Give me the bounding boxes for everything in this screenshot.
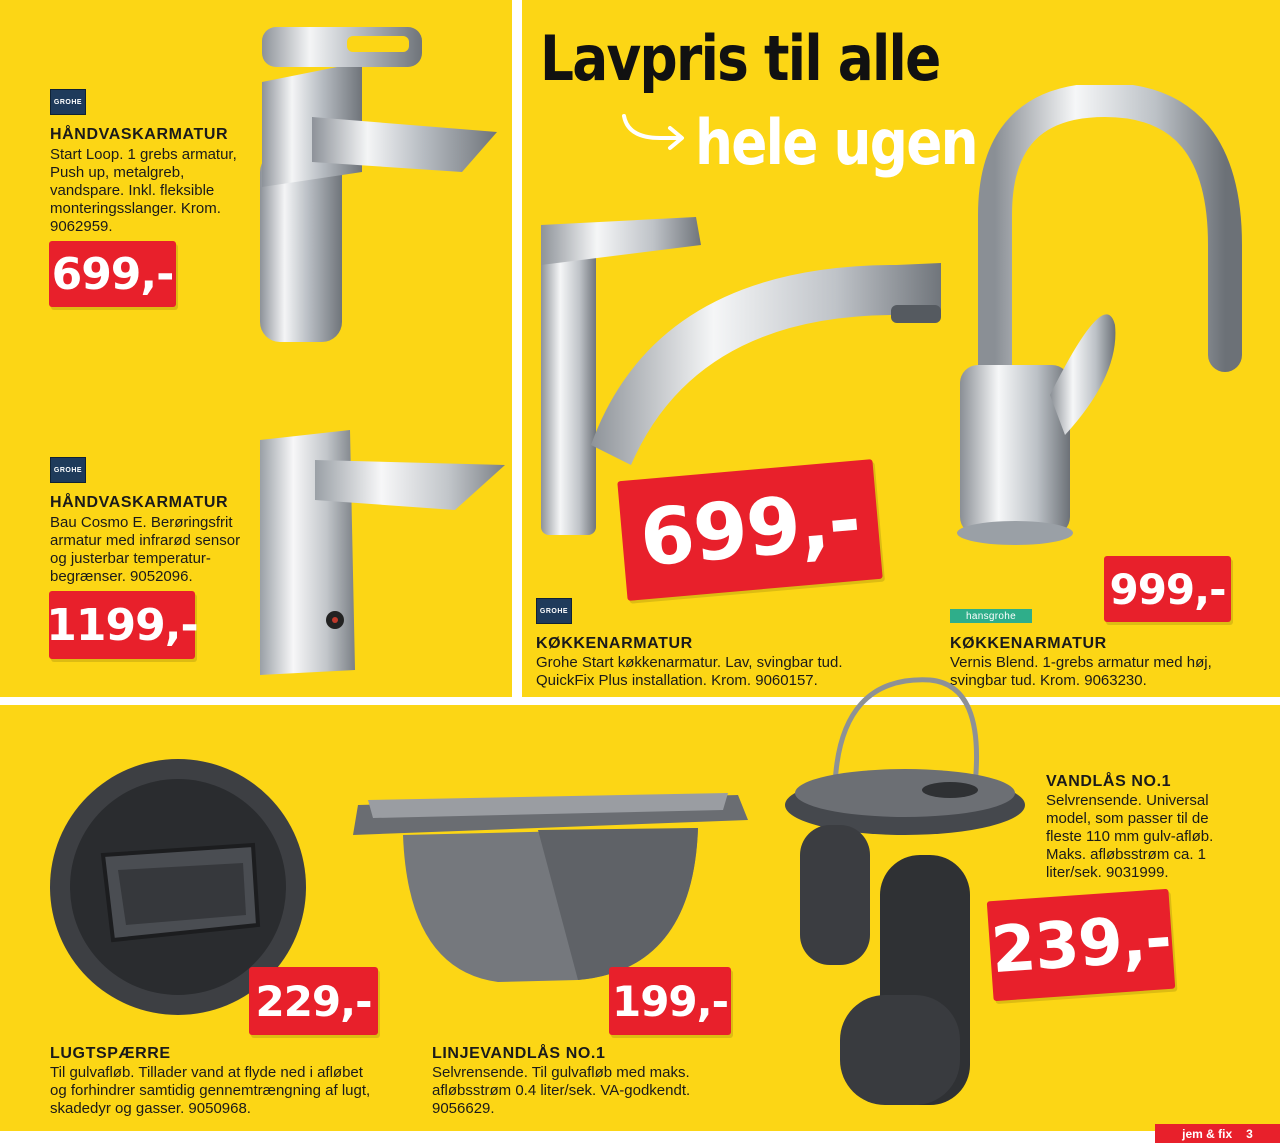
product-desc-vandlas: Selvrensende. Universal model, som passer til de fleste 110 mm gulv-afløb. Maks. afløbsstrøm ca. 1 liter/sek. 9031999. bbox=[1046, 792, 1214, 881]
grohe-logo: GROHE bbox=[536, 598, 572, 624]
product-desc-handvaskarmatur-2: Bau Cosmo E. Berøringsfrit armatur med infrarød sensor og justerbar temperatur-begrænser. 9052096. bbox=[50, 514, 241, 585]
hansgrohe-logo: hansgrohe bbox=[950, 609, 1032, 623]
product-desc-linjevandlas: Selvrensende. Til gulvafløb med maks. afløbsstrøm 0.4 liter/sek. VA-godkendt. 9056629. bbox=[432, 1064, 691, 1117]
product-desc-kokkenarmatur-2: Vernis Blend. 1-grebs armatur med høj, svingbar tud. Krom. 9063230. bbox=[950, 654, 1212, 689]
price-tag-p4: 999,- bbox=[1104, 556, 1231, 622]
sensor-faucet-bau-cosmo-image bbox=[255, 430, 507, 680]
headline-line2: hele ugen bbox=[695, 106, 977, 179]
price-tag-p5: 229,- bbox=[249, 967, 378, 1035]
product-title-linjevandlas: LINJEVANDLÅS NO.1 bbox=[432, 1045, 606, 1062]
product-title-vandlas: VANDLÅS NO.1 bbox=[1046, 773, 1172, 790]
price-tag-p6: 199,- bbox=[609, 967, 731, 1035]
page-number: 3 bbox=[1246, 1126, 1253, 1141]
price-tag-p3: 699,- bbox=[617, 459, 882, 601]
product-desc-kokkenarmatur-1: Grohe Start køkkenarmatur. Lav, svingbar tud. QuickFix Plus installation. Krom. 9060157. bbox=[536, 654, 843, 689]
price-tag-p7: 239,- bbox=[987, 889, 1176, 1001]
product-title-lugtspaerre: LUGTSPÆRRE bbox=[50, 1045, 171, 1062]
headline-line1: Lavpris til alle bbox=[540, 22, 940, 95]
basin-faucet-start-loop-image bbox=[252, 22, 504, 344]
footer-brand-tag bbox=[1155, 1124, 1280, 1143]
grohe-logo: GROHE bbox=[50, 457, 86, 483]
price-tag-p2: 1199,- bbox=[49, 591, 195, 659]
price-tag-p1: 699,- bbox=[49, 241, 176, 307]
linear-drain-trap-image bbox=[348, 790, 753, 990]
footer-brand: jem & fix bbox=[1182, 1126, 1233, 1141]
product-title-kokkenarmatur-1: KØKKENARMATUR bbox=[536, 635, 693, 652]
product-desc-lugtspaerre: Til gulvafløb. Tillader vand at flyde ned i afløbet og forhindrer samtidig gennemtrængning af lugt, skadedyr og gasser. 9050968. bbox=[50, 1064, 371, 1117]
curved-arrow-icon bbox=[620, 112, 690, 152]
product-title-handvaskarmatur-1: HÅNDVASKARMATUR bbox=[50, 126, 229, 143]
product-title-kokkenarmatur-2: KØKKENARMATUR bbox=[950, 635, 1107, 652]
kitchen-faucet-vernis-blend-image bbox=[955, 85, 1245, 550]
grohe-logo: GROHE bbox=[50, 89, 86, 115]
product-title-handvaskarmatur-2: HÅNDVASKARMATUR bbox=[50, 494, 229, 511]
product-desc-handvaskarmatur-1: Start Loop. 1 grebs armatur, Push up, metalgreb, vandspare. Inkl. fleksible monteringsslanger. Krom. 9062959. bbox=[50, 146, 237, 235]
